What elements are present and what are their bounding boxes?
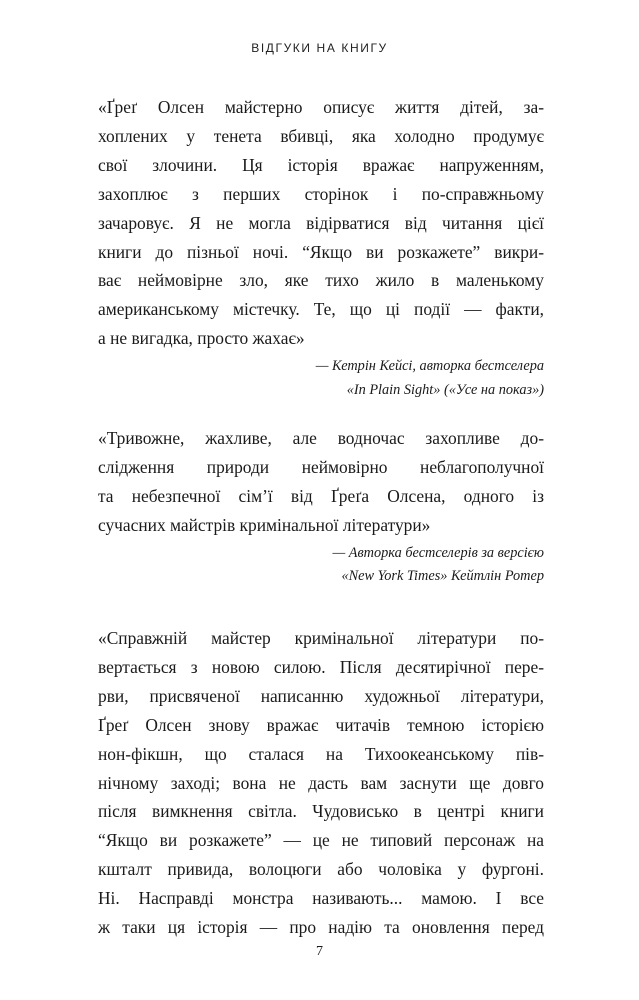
text-line: вертається з новою силою. Після десятирічної пере- (98, 656, 544, 677)
text-line: Ґреґ Олсен знову вражає читачів темною історією (98, 714, 544, 735)
review-3 (98, 624, 544, 942)
text-line: нон-фікшн, що сталася на Тихоокеанському пів- (98, 743, 544, 764)
text-line: рви, присвяченої написанню художньої літератури, (98, 685, 544, 706)
text-line: після вимкнення світла. Чудовисько в центрі книги (98, 801, 544, 822)
text-line: сучасних майстрів кримінальної літератури» (98, 514, 431, 535)
text-line: а не вигадка, просто жахає» (98, 328, 305, 349)
running-header: ВІДГУКИ НА КНИГУ (251, 41, 388, 55)
attribution-line: «In Plain Sight» («Усе на показ») (346, 381, 544, 398)
text-line: хоплених у тенета вбивці, яка холодно продумує (98, 125, 544, 146)
text-line: ж таки ця історія — про надію та оновлення перед (98, 917, 544, 938)
review-attribution (98, 355, 544, 402)
text-line: американському містечку. Те, що ці події — факти, (98, 299, 544, 320)
review-attribution (98, 542, 544, 589)
text-line: Ні. Насправді монстра називають... мамою. І все (98, 888, 544, 909)
attribution-line: «New York Times» Кейтлін Ротер (341, 568, 544, 585)
review-2 (98, 424, 544, 589)
text-line: нічному заході; вона не дасть вам заснути ще довго (98, 772, 544, 793)
attribution-line: — Авторка бестселерів за версією (332, 544, 544, 561)
page-number: 7 (316, 944, 323, 959)
text-line: книги до пізньої ночі. “Якщо ви розкажете” викри- (98, 241, 544, 262)
review-text (98, 624, 544, 942)
text-line: «Ґреґ Олсен майстерно описує життя дітей, за- (98, 97, 544, 117)
review-text (98, 424, 544, 540)
text-line: та небезпечної сім’ї від Ґреґа Олсена, одного із (98, 485, 544, 506)
text-line: ває неймовірне зло, яке тихо жило в маленькому (98, 270, 544, 291)
attribution-line: — Кетрін Кейсі, авторка бестселера (315, 358, 544, 375)
text-line: “Якщо ви розкажете” — це не типовий персонаж на (98, 830, 544, 851)
review-1 (98, 93, 544, 402)
text-line: «Тривожне, жахливе, але водночас захопливе до- (98, 428, 544, 448)
text-line: «Справжній майстер кримінальної літератури по- (98, 628, 544, 648)
text-line: кшталт привида, волоцюги або чоловіка у фургоні. (98, 859, 544, 880)
text-line: слідження природи неймовірно неблагополучної (98, 456, 544, 477)
text-line: захоплює з перших сторінок і по-справжньому (98, 183, 544, 204)
review-text (98, 93, 544, 353)
text-line: свої злочини. Ця історія вражає напруженням, (98, 154, 544, 175)
text-line: зачаровує. Я не могла відірватися від читання цієї (98, 212, 544, 233)
